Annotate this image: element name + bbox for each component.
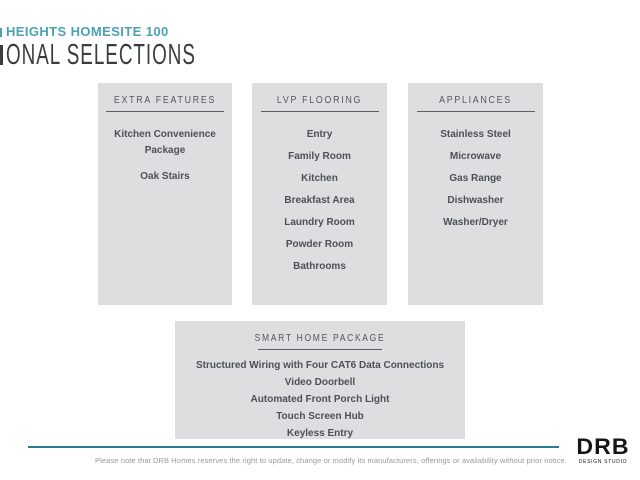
list-item: Bathrooms (293, 261, 346, 272)
page-title: ONAL SELECTIONS (6, 39, 196, 71)
list-item: Automated Front Porch Light (250, 394, 390, 405)
footer-divider (28, 446, 559, 448)
card-item-list (408, 127, 543, 231)
list-item: Stainless Steel (440, 129, 511, 140)
extra-features-card (98, 83, 232, 305)
card-header: LVP FLOORING (276, 95, 363, 106)
list-item: Laundry Room (284, 217, 355, 228)
list-item: Dishwasher (447, 195, 504, 206)
lvp-flooring-card (252, 83, 387, 305)
header-underline (261, 111, 379, 112)
list-item: Kitchen Convenience Package (114, 129, 216, 156)
list-item: Microwave (449, 151, 502, 162)
clipped-letter-sliver (0, 28, 2, 37)
appliances-card (408, 83, 543, 305)
list-item: Family Room (288, 151, 351, 162)
list-item: Washer/Dryer (443, 217, 508, 228)
clipped-letter-sliver (0, 45, 3, 65)
list-item: Powder Room (285, 239, 354, 250)
list-item: Entry (306, 129, 333, 140)
card-header: SMART HOME PACKAGE (254, 333, 386, 344)
header-underline (106, 111, 224, 112)
card-item-list (175, 357, 465, 442)
drb-design-studio-logo (569, 436, 637, 465)
card-header: EXTRA FEATURES (113, 95, 217, 106)
drb-logo-mark: DRB (576, 434, 630, 459)
smart-home-package-card (175, 321, 465, 439)
header-underline (258, 349, 382, 350)
homesite-label: HEIGHTS HOMESITE 100 (6, 24, 169, 39)
list-item: Oak Stairs (140, 171, 190, 182)
list-item: Gas Range (449, 173, 502, 184)
card-item-list (98, 127, 232, 185)
drb-logo-subtext: DESIGN STUDIO (578, 459, 628, 465)
card-item-list (252, 127, 387, 275)
header-underline (417, 111, 535, 112)
list-item: Touch Screen Hub (276, 411, 364, 422)
list-item: Breakfast Area (284, 195, 355, 206)
disclaimer-text: Please note that DRB Homes reserves the right to update, change or modify its manufacturers, offerings or availability without prior notice. (94, 456, 567, 465)
list-item: Kitchen (301, 173, 338, 184)
list-item: Video Doorbell (284, 377, 356, 388)
list-item: Structured Wiring with Four CAT6 Data Connections (195, 360, 445, 371)
card-header: APPLIANCES (439, 95, 512, 106)
list-item: Keyless Entry (286, 428, 354, 439)
